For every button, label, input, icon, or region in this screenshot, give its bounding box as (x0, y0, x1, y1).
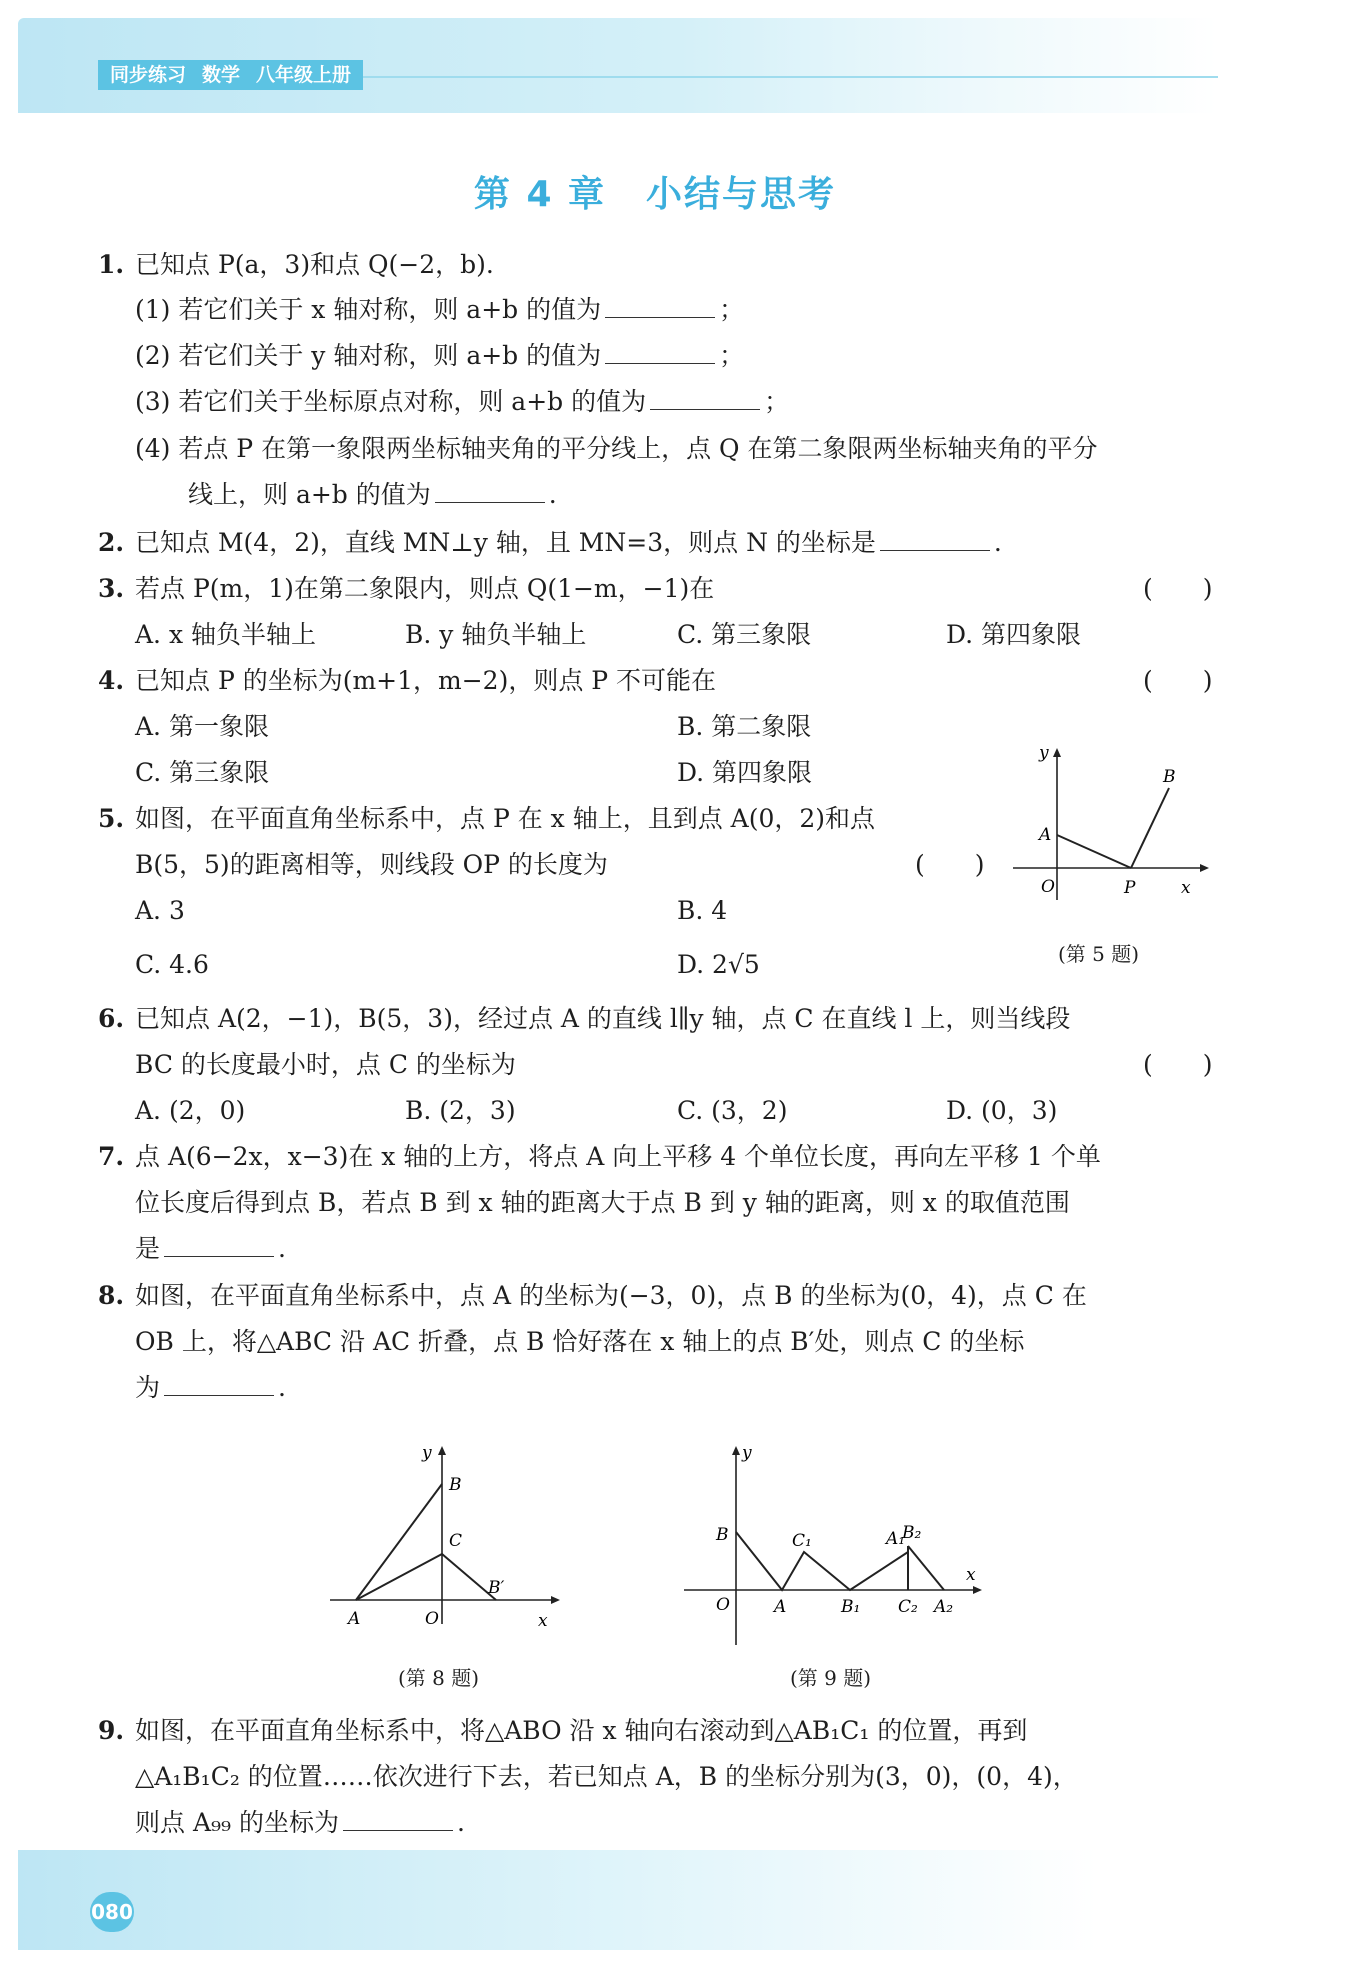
q7-line2: 位长度后得到点 B，若点 B 到 x 轴的距离大于点 B 到 y 轴的距离，则 x 的取值范围 (135, 1188, 1070, 1217)
q8-caption: (第 8 题) (398, 1666, 480, 1690)
q4-text: 已知点 P 的坐标为(m+1，m−2)，则点 P 不可能在 (135, 666, 717, 695)
label-y: y (742, 1443, 752, 1463)
q9-line1: 如图，在平面直角坐标系中，将△ABO 沿 x 轴向右滚动到△AB₁C₁ 的位置，再到 (135, 1716, 1028, 1745)
q1-part3: (3) 若它们关于坐标原点对称，则 a+b 的值为 ； (135, 387, 790, 416)
q4-answer-paren[interactable]: ( ) (1143, 666, 1213, 695)
answer-blank[interactable] (880, 526, 990, 551)
answer-blank[interactable] (605, 293, 715, 318)
q4-number: 4. (98, 666, 125, 695)
q4-option-c: C. 第三象限 (135, 758, 270, 787)
q6-option-c: C. (3，2) (677, 1096, 788, 1125)
q6-line1: 已知点 A(2，−1)，B(5，3)，经过点 A 的直线 l∥y 轴，点 C 在直线 l 上，则当线段 (135, 1004, 1071, 1033)
q5-option-c: C. 4.6 (135, 950, 209, 979)
q5-option-a: A. 3 (135, 896, 185, 925)
label-b: B (1163, 767, 1176, 787)
q3-number: 3. (98, 574, 125, 603)
label-x: x (1181, 878, 1191, 898)
q1-part4-line1: (4) 若点 P 在第一象限两坐标轴夹角的平分线上，点 Q 在第二象限两坐标轴夹角的平分 (135, 434, 1098, 463)
x-arrow (973, 1586, 982, 1594)
q8-line1: 如图，在平面直角坐标系中，点 A 的坐标为(−3，0)，点 B 的坐标为(0，4)，点 C 在 (135, 1281, 1087, 1310)
label-a: A (1039, 825, 1052, 845)
label-o: O (716, 1595, 730, 1615)
q3-option-c: C. 第三象限 (677, 620, 812, 649)
segment-ap (1057, 835, 1131, 868)
segment-ac (356, 1554, 442, 1600)
label-b-prime: B′ (488, 1578, 505, 1598)
q4-option-b: B. 第二象限 (677, 712, 812, 741)
q3-answer-paren[interactable]: ( ) (1143, 574, 1213, 603)
q5-option-d: D. 2√5 (677, 950, 760, 979)
q3-text: 若点 P(m，1)在第二象限内，则点 Q(1−m，−1)在 (135, 574, 715, 603)
label-y: y (422, 1443, 432, 1463)
q8-figure (320, 1438, 570, 1628)
q5-answer-paren[interactable]: ( ) (915, 850, 985, 879)
q7-line1: 点 A(6−2x，x−3)在 x 轴的上方，将点 A 向上平移 4 个单位长度，再向左平移 1 个单 (135, 1142, 1101, 1171)
segment-pb (1131, 788, 1169, 868)
q2-text: 已知点 M(4，2)，直线 MN⊥y 轴，且 MN=3，则点 N 的坐标是 . (135, 528, 1002, 557)
label-p: P (1124, 878, 1136, 898)
q3-option-b: B. y 轴负半轴上 (405, 620, 587, 649)
label-c1: C₁ (792, 1531, 812, 1551)
q1-part4-line2: 线上，则 a+b 的值为 . (188, 480, 557, 509)
q5-option-b: B. 4 (677, 896, 728, 925)
answer-blank[interactable] (435, 478, 545, 503)
q6-option-a: A. (2，0) (135, 1096, 246, 1125)
label-b: B (716, 1525, 729, 1545)
q6-line2: BC 的长度最小时，点 C 的坐标为 (135, 1050, 516, 1079)
q9-number: 9. (98, 1716, 125, 1745)
q5-number: 5. (98, 804, 125, 833)
label-b2: B₂ (902, 1523, 922, 1543)
q4-option-d: D. 第四象限 (677, 758, 813, 787)
label-a: A (774, 1597, 787, 1617)
x-arrow (551, 1596, 560, 1604)
q4-option-a: A. 第一象限 (135, 712, 269, 741)
q6-option-b: B. (2，3) (405, 1096, 516, 1125)
q8-line2: OB 上，将△ABC 沿 AC 折叠，点 B 恰好落在 x 轴上的点 B′处，则点 C 的坐标 (135, 1327, 1025, 1356)
chapter-number: 第 4 章 (473, 174, 607, 215)
chapter-name: 小结与思考 (646, 174, 837, 215)
label-o: O (425, 1609, 439, 1628)
answer-blank[interactable] (605, 339, 715, 364)
label-b: B (449, 1475, 462, 1495)
q9-figure (678, 1440, 998, 1650)
q6-answer-paren[interactable]: ( ) (1143, 1050, 1213, 1079)
q1-stem: 已知点 P(a，3)和点 Q(−2，b). (135, 250, 494, 279)
y-arrow (1053, 748, 1061, 757)
q8-line3: 为 . (135, 1373, 286, 1402)
answer-blank[interactable] (650, 385, 760, 410)
label-y: y (1039, 743, 1049, 763)
q6-option-d: D. (0，3) (946, 1096, 1058, 1125)
answer-blank[interactable] (164, 1371, 274, 1396)
q9-line2: △A₁B₁C₂ 的位置……依次进行下去，若已知点 A，B 的坐标分别为(3，0)，(0，4)， (135, 1762, 1078, 1791)
answer-blank[interactable] (343, 1806, 453, 1831)
label-a: A (348, 1609, 361, 1628)
rolling-outline (736, 1532, 908, 1590)
answer-blank[interactable] (164, 1232, 274, 1257)
label-x: x (966, 1565, 976, 1585)
q9-caption: (第 9 题) (790, 1666, 872, 1690)
q1-number: 1. (98, 250, 125, 279)
label-b1: B₁ (841, 1597, 861, 1617)
q7-line3: 是 . (135, 1234, 286, 1263)
book-tag (98, 60, 363, 90)
series-label: 同步练习 (110, 64, 187, 86)
q1-part2: (2) 若它们关于 y 轴对称，则 a+b 的值为 ； (135, 341, 745, 370)
q5-figure (1005, 740, 1220, 905)
y-arrow (438, 1446, 446, 1455)
q5-line1: 如图，在平面直角坐标系中，点 P 在 x 轴上，且到点 A(0，2)和点 (135, 804, 876, 833)
page-number: 080 (90, 1892, 134, 1932)
q3-option-a: A. x 轴负半轴上 (135, 620, 316, 649)
segment-b2-a2 (908, 1546, 944, 1590)
x-arrow (1200, 864, 1209, 872)
label-c2: C₂ (898, 1597, 918, 1617)
q7-number: 7. (98, 1142, 125, 1171)
label-a1: A₁ (886, 1529, 906, 1549)
subject-label: 数学 (202, 64, 241, 86)
label-a2: A₂ (934, 1597, 954, 1617)
y-arrow (732, 1446, 740, 1455)
q9-line3: 则点 A₉₉ 的坐标为 . (135, 1808, 465, 1837)
q2-number: 2. (98, 528, 125, 557)
q3-option-d: D. 第四象限 (946, 620, 1082, 649)
segment-ab (356, 1484, 442, 1600)
q6-number: 6. (98, 1004, 125, 1033)
grade-label: 八年级上册 (256, 64, 352, 86)
label-x: x (538, 1611, 548, 1628)
chapter-title (0, 166, 1310, 217)
q5-line2: B(5，5)的距离相等，则线段 OP 的长度为 (135, 850, 608, 879)
q1-part1: (1) 若它们关于 x 轴对称，则 a+b 的值为 ； (135, 295, 745, 324)
label-o: O (1041, 877, 1055, 897)
q5-caption: (第 5 题) (1058, 942, 1140, 966)
label-c: C (449, 1531, 463, 1551)
q8-number: 8. (98, 1281, 125, 1310)
footer-band (18, 1850, 1218, 1950)
